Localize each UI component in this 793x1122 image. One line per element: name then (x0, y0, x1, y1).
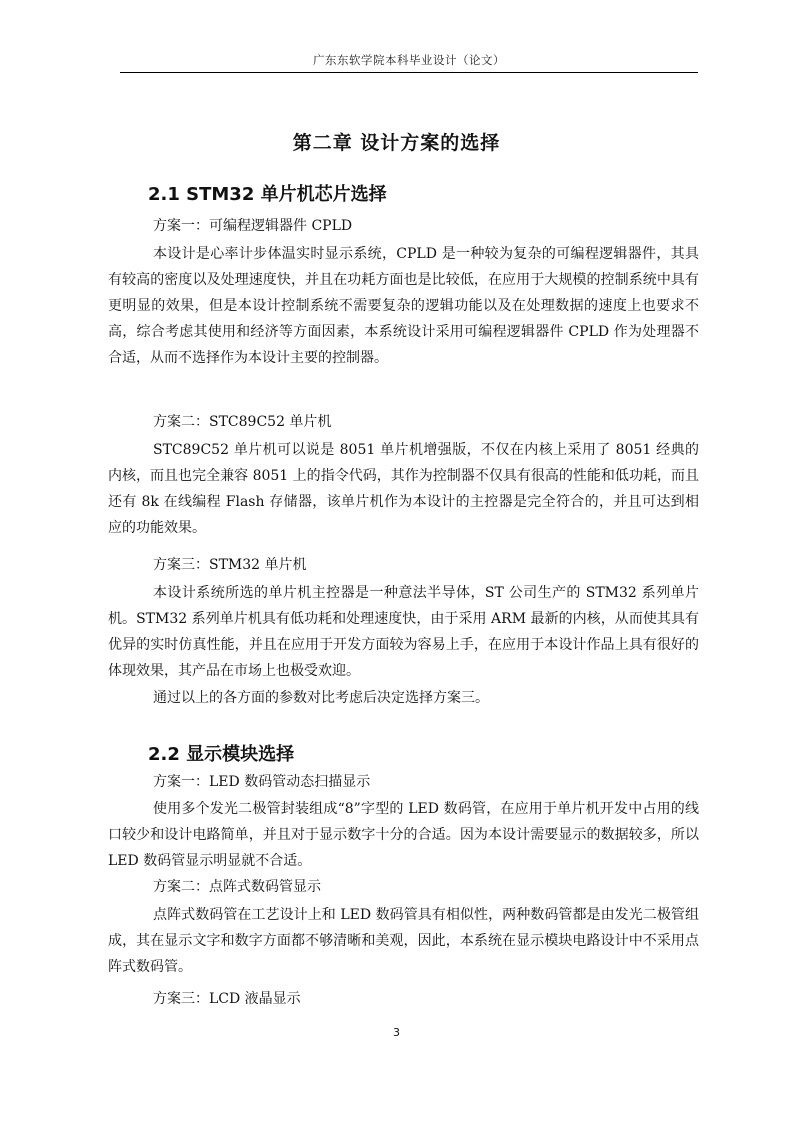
paragraph: 本设计是心率计步体温实时显示系统，CPLD 是一种较为复杂的可编程逻辑器件，其具有较高的密度以及处理速度快，并且在功耗方面也是比较低，在应用于大规模的控制系统中具有更明显的效果，但是本设计控制系统不需要复杂的逻辑功能以及在处理数据的速度上也要求不高，综合考虑其使用和经济等方面因素，本系统设计采用可编程逻辑器件 CPLD 作为处理器不合适，从而不选择作为本设计主要的控制器。 (108, 246, 699, 366)
plan-label: 方案二：点阵式数码管显示 (153, 879, 321, 895)
paragraph: 点阵式数码管在工艺设计上和 LED 数码管具有相似性，两种数码管都是由发光二极管组成，其在显示文字和数字方面都不够清晰和美观，因此，本系统在显示模块电路设计中不采用点阵式数码管。 (108, 907, 699, 975)
plan-label: 方案一：LED 数码管动态扫描显示 (153, 774, 371, 790)
paragraph: STC89C52 单片机可以说是 8051 单片机增强版，不仅在内核上采用了 8051 经典的内核，而且也完全兼容 8051 上的指令代码，其作为控制器不仅具有很高的性能和低功耗，而且还有 8k 在线编程 Flash 存储器，该单片机作为本设计的主控器是完全符合的，并且可达到相应的功能效果。 (108, 442, 699, 536)
plan-label: 方案一：可编程逻辑器件 CPLD (153, 218, 353, 234)
paragraph: 本设计系统所选的单片机主控器是一种意法半导体，ST 公司生产的 STM32 系列单片机。STM32 系列单片机具有低功耗和处理速度快，由于采用 ARM 最新的内核，从而使其具有优异的实时仿真性能，并且在应用于开发方面较为容易上手，在应用于本设计作品上具有很好的体现效果，其产品在市场上也极受欢迎。 (108, 585, 699, 679)
plan-label: 方案三：STM32 单片机 (153, 557, 307, 573)
chapter-title: 第二章 设计方案的选择 (292, 132, 501, 154)
plan-label: 方案二：STC89C52 单片机 (153, 414, 332, 430)
section-heading-2-1: 2.1 STM32 单片机芯片选择 (148, 184, 387, 205)
conclusion-paragraph: 通过以上的各方面的参数对比考虑后决定选择方案三。 (153, 690, 489, 706)
plan-label: 方案三：LCD 液晶显示 (153, 991, 301, 1007)
section-heading-2-2: 2.2 显示模块选择 (148, 744, 295, 765)
running-header: 广东东软学院本科毕业设计（论文） (313, 53, 505, 67)
page-number: 3 (393, 1026, 400, 1039)
paragraph: 使用多个发光二极管封装组成“8”字型的 LED 数码管，在应用于单片机开发中占用的线口较少和设计电路简单，并且对于显示数字十分的合适。因为本设计需要显示的数据较多，所以 LED 数码管显示明显就不合适。 (108, 801, 699, 869)
header-divider (120, 72, 698, 73)
